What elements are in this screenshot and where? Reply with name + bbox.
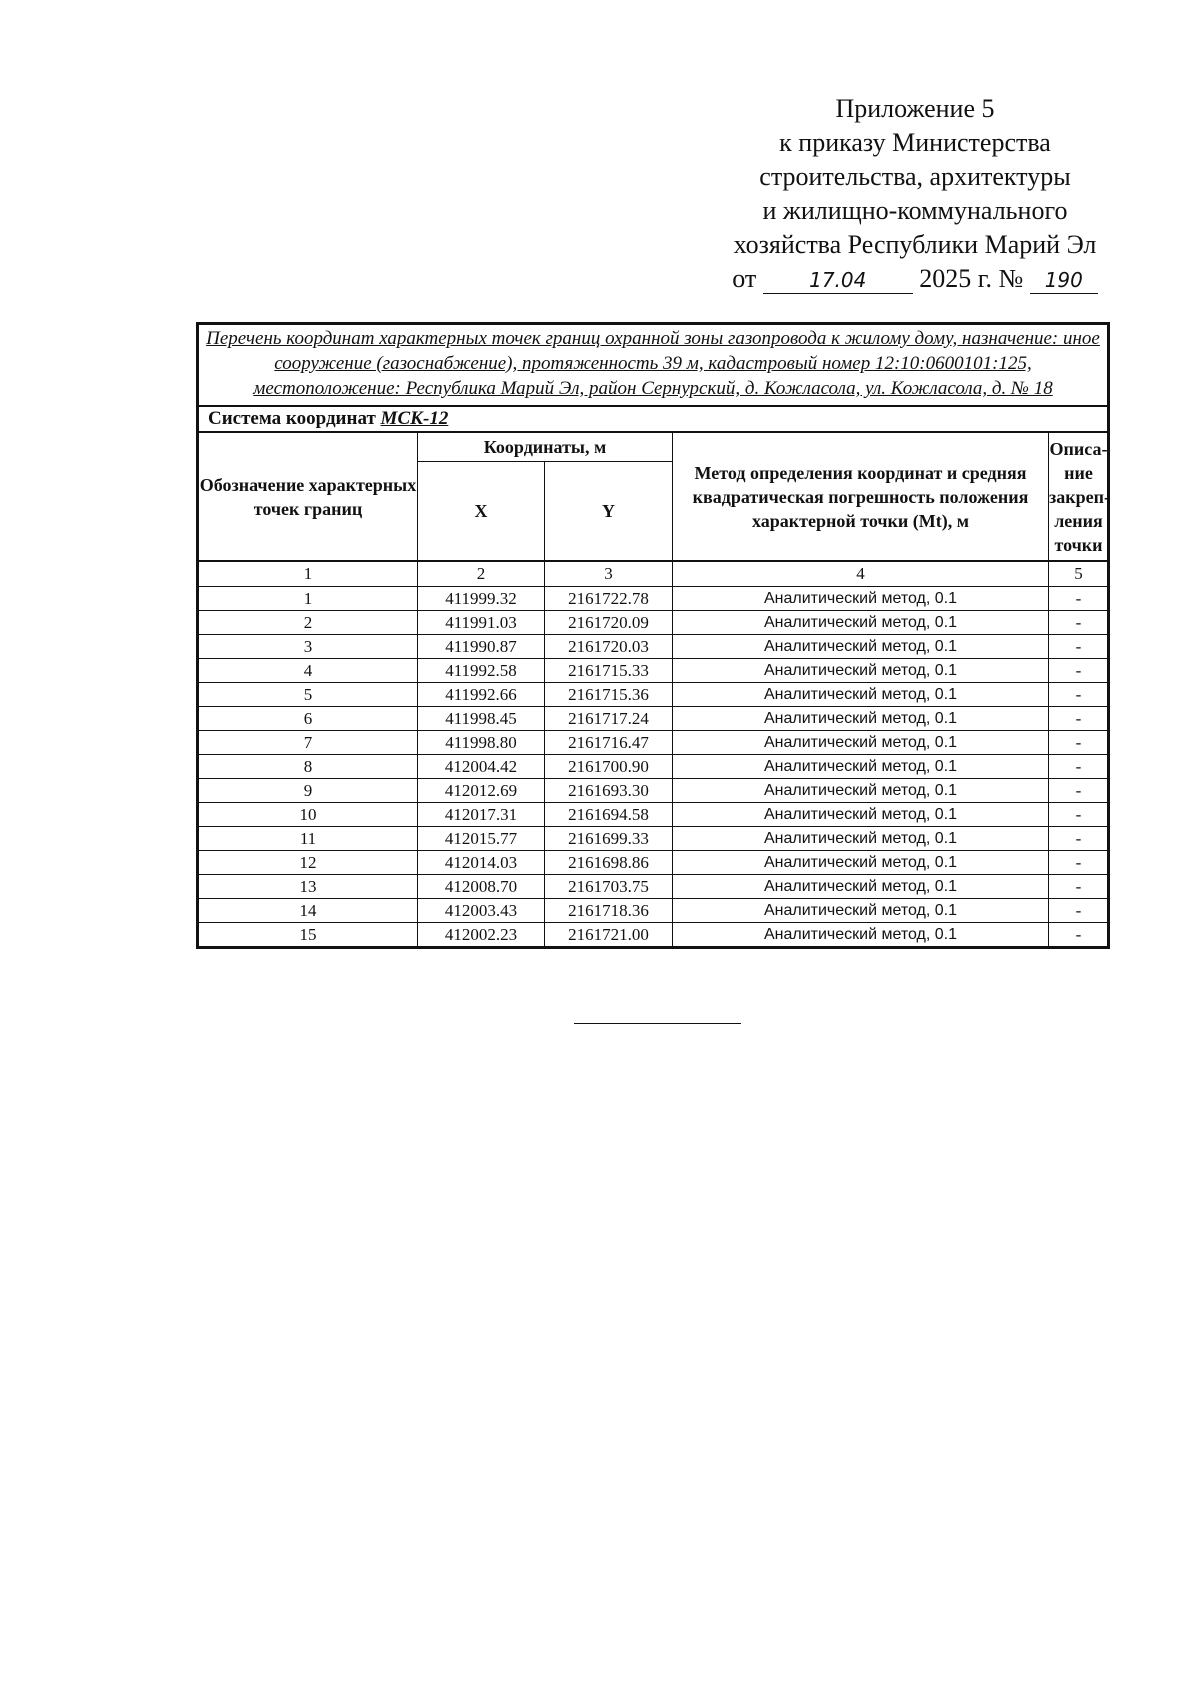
cell-x: 412017.31 xyxy=(418,803,545,827)
header-description: Описа-ние закреп-ления точки xyxy=(1049,433,1109,562)
cell-description: - xyxy=(1049,635,1109,659)
appendix-heading xyxy=(690,92,1140,296)
cell-description: - xyxy=(1049,731,1109,755)
cell-description: - xyxy=(1049,899,1109,923)
table-row xyxy=(199,635,1109,659)
cell-y: 2161700.90 xyxy=(545,755,673,779)
cell-x: 411991.03 xyxy=(418,611,545,635)
header-coords: Координаты, м xyxy=(418,433,673,462)
cell-description: - xyxy=(1049,803,1109,827)
cell-y: 2161698.86 xyxy=(545,851,673,875)
table-caption: Перечень координат характерных точек границ охранной зоны газопровода к жилому дому, назначение: иное сооружение (газоснабжение), протяженность 39 м, кадастровый номер 12:10:0600101:125, местоположение: Республика Марий Эл, район Сернурский, д. Кожласола, ул. Кожласола, д. № 18 xyxy=(198,324,1108,407)
cell-description: - xyxy=(1049,683,1109,707)
cell-x: 411992.58 xyxy=(418,659,545,683)
cell-x: 412003.43 xyxy=(418,899,545,923)
year-text: 2025 г. № xyxy=(919,264,1024,293)
header-y: Y xyxy=(545,462,673,562)
cell-description: - xyxy=(1049,707,1109,731)
cell-method: Аналитический метод, 0.1 xyxy=(673,587,1049,611)
cell-point: 3 xyxy=(199,635,418,659)
table-row xyxy=(199,779,1109,803)
cell-y: 2161694.58 xyxy=(545,803,673,827)
heading-line: строительства, архитектуры xyxy=(759,162,1071,191)
cell-x: 411992.66 xyxy=(418,683,545,707)
table-row xyxy=(199,659,1109,683)
cell-y: 2161718.36 xyxy=(545,899,673,923)
cell-point: 4 xyxy=(199,659,418,683)
cell-method: Аналитический метод, 0.1 xyxy=(673,851,1049,875)
cell-method: Аналитический метод, 0.1 xyxy=(673,731,1049,755)
cell-y: 2161720.03 xyxy=(545,635,673,659)
date-prefix: от xyxy=(732,264,757,293)
cell-x: 411999.32 xyxy=(418,587,545,611)
cell-y: 2161716.47 xyxy=(545,731,673,755)
table-frame xyxy=(196,322,1110,949)
cell-y: 2161720.09 xyxy=(545,611,673,635)
header-method: Метод определения координат и средняя квадратическая погрешность положения характерной точки (Mt), м xyxy=(673,433,1049,562)
column-number: 2 xyxy=(418,561,545,587)
cell-y: 2161693.30 xyxy=(545,779,673,803)
cell-x: 412008.70 xyxy=(418,875,545,899)
table-row xyxy=(199,731,1109,755)
cell-description: - xyxy=(1049,587,1109,611)
cell-description: - xyxy=(1049,875,1109,899)
cell-method: Аналитический метод, 0.1 xyxy=(673,803,1049,827)
header-row xyxy=(199,433,1109,462)
cell-x: 411998.45 xyxy=(418,707,545,731)
heading-line: Приложение 5 xyxy=(835,94,995,123)
cell-y: 2161715.33 xyxy=(545,659,673,683)
table-row xyxy=(199,875,1109,899)
cell-point: 7 xyxy=(199,731,418,755)
cell-point: 14 xyxy=(199,899,418,923)
cell-point: 10 xyxy=(199,803,418,827)
cell-point: 15 xyxy=(199,923,418,947)
cell-method: Аналитический метод, 0.1 xyxy=(673,779,1049,803)
column-number: 4 xyxy=(673,561,1049,587)
system-label: Система координат xyxy=(208,408,376,429)
column-number-row xyxy=(199,561,1109,587)
coordinates-table-block xyxy=(196,322,1110,949)
cell-point: 9 xyxy=(199,779,418,803)
column-number: 3 xyxy=(545,561,673,587)
cell-y: 2161722.78 xyxy=(545,587,673,611)
header-point: Обозначение характерных точек границ xyxy=(199,433,418,562)
cell-method: Аналитический метод, 0.1 xyxy=(673,875,1049,899)
cell-method: Аналитический метод, 0.1 xyxy=(673,899,1049,923)
table-row xyxy=(199,611,1109,635)
cell-y: 2161703.75 xyxy=(545,875,673,899)
end-rule xyxy=(574,1023,741,1024)
table-row xyxy=(199,851,1109,875)
cell-description: - xyxy=(1049,923,1109,947)
cell-point: 2 xyxy=(199,611,418,635)
cell-x: 412015.77 xyxy=(418,827,545,851)
coordinate-system xyxy=(198,407,1108,432)
table-body xyxy=(199,587,1109,947)
order-date-line xyxy=(690,262,1140,296)
cell-point: 1 xyxy=(199,587,418,611)
cell-point: 13 xyxy=(199,875,418,899)
cell-x: 412012.69 xyxy=(418,779,545,803)
cell-y: 2161717.24 xyxy=(545,707,673,731)
cell-method: Аналитический метод, 0.1 xyxy=(673,635,1049,659)
cell-y: 2161715.36 xyxy=(545,683,673,707)
cell-description: - xyxy=(1049,755,1109,779)
heading-line: к приказу Министерства xyxy=(779,128,1051,157)
table-row xyxy=(199,707,1109,731)
column-number: 1 xyxy=(199,561,418,587)
cell-x: 412014.03 xyxy=(418,851,545,875)
system-code: МСК-12 xyxy=(380,408,449,429)
cell-x: 411998.80 xyxy=(418,731,545,755)
header-x: X xyxy=(418,462,545,562)
cell-point: 5 xyxy=(199,683,418,707)
cell-method: Аналитический метод, 0.1 xyxy=(673,923,1049,947)
handwritten-order-number: 190 xyxy=(1030,267,1098,294)
cell-point: 12 xyxy=(199,851,418,875)
cell-method: Аналитический метод, 0.1 xyxy=(673,707,1049,731)
cell-description: - xyxy=(1049,827,1109,851)
cell-method: Аналитический метод, 0.1 xyxy=(673,755,1049,779)
cell-x: 411990.87 xyxy=(418,635,545,659)
table-row xyxy=(199,827,1109,851)
heading-line: и жилищно-коммунального xyxy=(762,196,1068,225)
cell-x: 412002.23 xyxy=(418,923,545,947)
cell-y: 2161721.00 xyxy=(545,923,673,947)
table-row xyxy=(199,899,1109,923)
heading-line: хозяйства Республики Марий Эл xyxy=(733,230,1097,259)
cell-description: - xyxy=(1049,611,1109,635)
column-number: 5 xyxy=(1049,561,1109,587)
cell-description: - xyxy=(1049,659,1109,683)
cell-point: 8 xyxy=(199,755,418,779)
table-row xyxy=(199,803,1109,827)
table-row xyxy=(199,755,1109,779)
table-row xyxy=(199,587,1109,611)
handwritten-date: 17.04 xyxy=(763,267,913,294)
cell-method: Аналитический метод, 0.1 xyxy=(673,611,1049,635)
table-row xyxy=(199,923,1109,947)
cell-point: 6 xyxy=(199,707,418,731)
cell-point: 11 xyxy=(199,827,418,851)
table-row xyxy=(199,683,1109,707)
cell-description: - xyxy=(1049,779,1109,803)
cell-y: 2161699.33 xyxy=(545,827,673,851)
cell-x: 412004.42 xyxy=(418,755,545,779)
cell-description: - xyxy=(1049,851,1109,875)
cell-method: Аналитический метод, 0.1 xyxy=(673,683,1049,707)
coordinates-table xyxy=(198,432,1109,947)
cell-method: Аналитический метод, 0.1 xyxy=(673,659,1049,683)
cell-method: Аналитический метод, 0.1 xyxy=(673,827,1049,851)
